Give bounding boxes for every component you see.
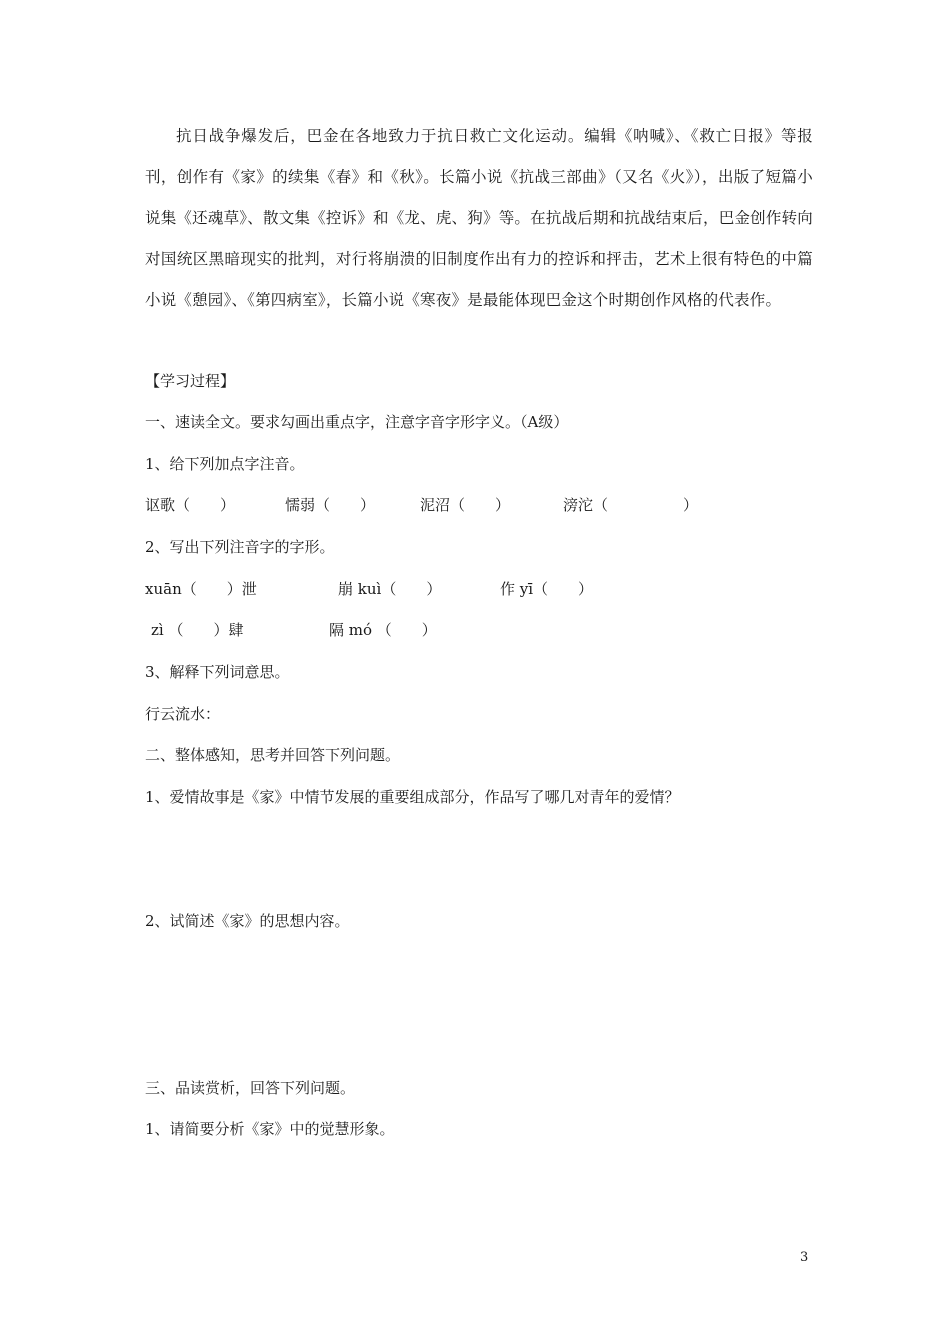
part1-question1: 1、给下列加点字注音。 [145,455,305,473]
exercise-item: 崩 kuì（ ） [338,580,442,598]
exercise-item: 讴歌（ ） [145,496,236,514]
page-number: 3 [800,1250,809,1265]
intro-paragraph: 抗日战争爆发后，巴金在各地致力于抗日救亡文化运动。编辑《呐喊》、《救亡日报》等报刊，创作有《家》的续集《春》和《秋》。长篇小说《抗战三部曲》（又名《火》），出版了短篇小说集《还魂草》、散文集《控诉》和《龙、虎、狗》等。在抗战后期和抗战结束后，巴金创作转向对国统区黑暗现实的批判，对行将崩溃的旧制度作出有力的控诉和抨击，艺术上很有特色的中篇小说《憩园》、《第四病室》，长篇小说《寒夜》是最能体现巴金这个时期创作风格的代表作。 [145,127,813,309]
part1-question3: 3、解释下列词意思。 [145,663,290,681]
exercise-item: 滂沱（ ） [563,496,699,514]
part2-question2: 2、试简述《家》的思想内容。 [145,912,350,930]
part1-question2: 2、写出下列注音字的字形。 [145,538,335,556]
section-heading: 【学习过程】 [145,372,236,390]
term-to-explain: 行云流水： [145,705,221,723]
exercise-item: xuān（ ）泄 [145,580,257,598]
exercise-item: 作 yī（ ） [500,580,594,598]
part3-title: 三、品读赏析，回答下列问题。 [145,1079,356,1097]
exercise-item: 泥沼（ ） [420,496,511,514]
part3-question1: 1、请简要分析《家》中的觉慧形象。 [145,1120,395,1138]
part2-title: 二、整体感知，思考并回答下列问题。 [145,746,401,764]
part2-question1: 1、爱情故事是《家》中情节发展的重要组成部分，作品写了哪几对青年的爱情？ [145,788,680,806]
exercise-item: zì （ ）肆 [151,621,244,639]
exercise-item: 懦弱（ ） [285,496,376,514]
exercise-item: 隔 mó （ ） [329,621,437,639]
part1-title: 一、速读全文。要求勾画出重点字，注意字音字形字义。（A级） [145,413,569,431]
